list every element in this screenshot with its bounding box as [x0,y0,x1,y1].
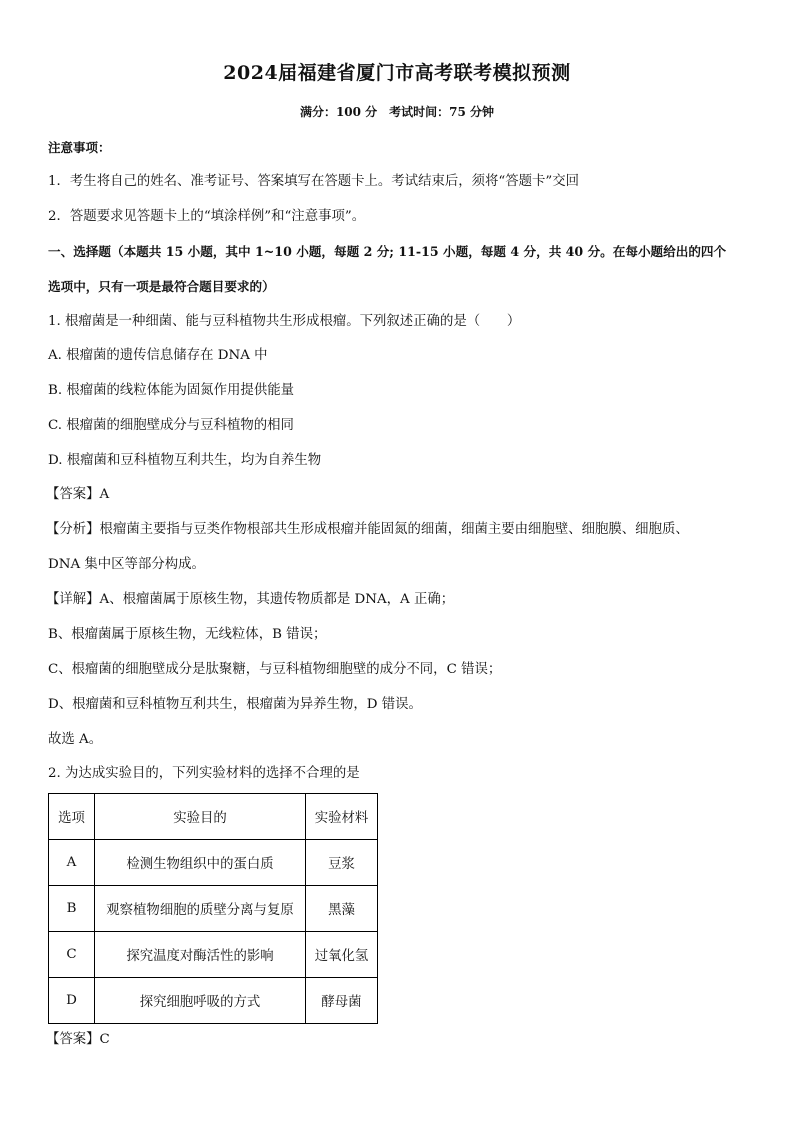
page-title: 2024届福建省厦门市高考联考模拟预测 [223,62,571,84]
table-cell: 过氧化氢 [306,932,378,978]
conclusion-line: 故选 A。 [48,732,103,747]
option-a: A. 根瘤菌的遗传信息储存在 DNA 中 [48,348,268,363]
table-cell: 探究温度对酶活性的影响 [95,932,306,978]
table-cell: 检测生物组织中的蛋白质 [95,840,306,886]
table-header-cell: 实验材料 [306,794,378,840]
analysis-text-cont: DNA 集中区等部分构成。 [48,557,205,572]
detail-line: D、根瘤菌和豆科植物互利共生，根瘤菌为异养生物，D 错误。 [48,697,422,712]
notice-heading: 注意事项： [48,140,111,155]
table-cell: 探究细胞呼吸的方式 [95,978,306,1024]
option-d: D. 根瘤菌和豆科植物互利共生，均为自养生物 [48,453,322,468]
question-stem: 2. 为达成实验目的，下列实验材料的选择不合理的是 [48,766,360,781]
option-c: C. 根瘤菌的细胞壁成分与豆科植物的相同 [48,418,294,433]
table-cell: 观察植物细胞的质壁分离与复原 [95,886,306,932]
notice-item: 1．考生将自己的姓名、准考证号、答案填写在答题卡上。考试结束后，须将“答题卡”交回 [48,174,580,189]
detail-line: C、根瘤菌的细胞壁成分是肽聚糖，与豆科植物细胞壁的成分不同，C 错误； [48,662,502,677]
table-header-row [49,794,378,840]
table-header-cell: 实验目的 [95,794,306,840]
section-heading: 一、选择题（本题共 15 小题，其中 1~10 小题，每题 2 分; 11-15 小题，每题 4 分，共 40 分。在每小题给出的四个 [48,244,727,259]
table-row [49,932,378,978]
section-heading-cont: 选项中，只有一项是最符合题目要求的） [48,279,275,294]
table-header-cell: 选项 [49,794,95,840]
answer-label: 【答案】C [46,1032,110,1047]
table-row [49,978,378,1024]
detail-line: 【详解】A、根瘤菌属于原核生物，其遗传物质都是 DNA，A 正确； [46,592,455,607]
analysis-text: 【分析】根瘤菌主要指与豆类作物根部共生形成根瘤并能固氮的细菌，细菌主要由细胞壁、细胞膜、细胞质、 [46,522,689,537]
table-cell: D [49,978,95,1024]
detail-line: B、根瘤菌属于原核生物，无线粒体，B 错误； [48,627,327,642]
table-cell: 豆浆 [306,840,378,886]
option-b: B. 根瘤菌的线粒体能为固氮作用提供能量 [48,383,294,398]
table-cell: B [49,886,95,932]
table-cell: A [49,840,95,886]
exam-meta: 满分：100 分 考试时间：75 分钟 [299,105,495,119]
notice-item: 2．答题要求见答题卡上的“填涂样例”和“注意事项”。 [48,209,366,224]
table-row [49,840,378,886]
question-stem: 1. 根瘤菌是一种细菌、能与豆科植物共生形成根瘤。下列叙述正确的是（ ） [48,314,521,329]
table-cell: C [49,932,95,978]
table-row [49,886,378,932]
answer-label: 【答案】A [46,487,110,502]
table-cell: 酵母菌 [306,978,378,1024]
experiment-table [48,793,378,1024]
table-cell: 黑藻 [306,886,378,932]
